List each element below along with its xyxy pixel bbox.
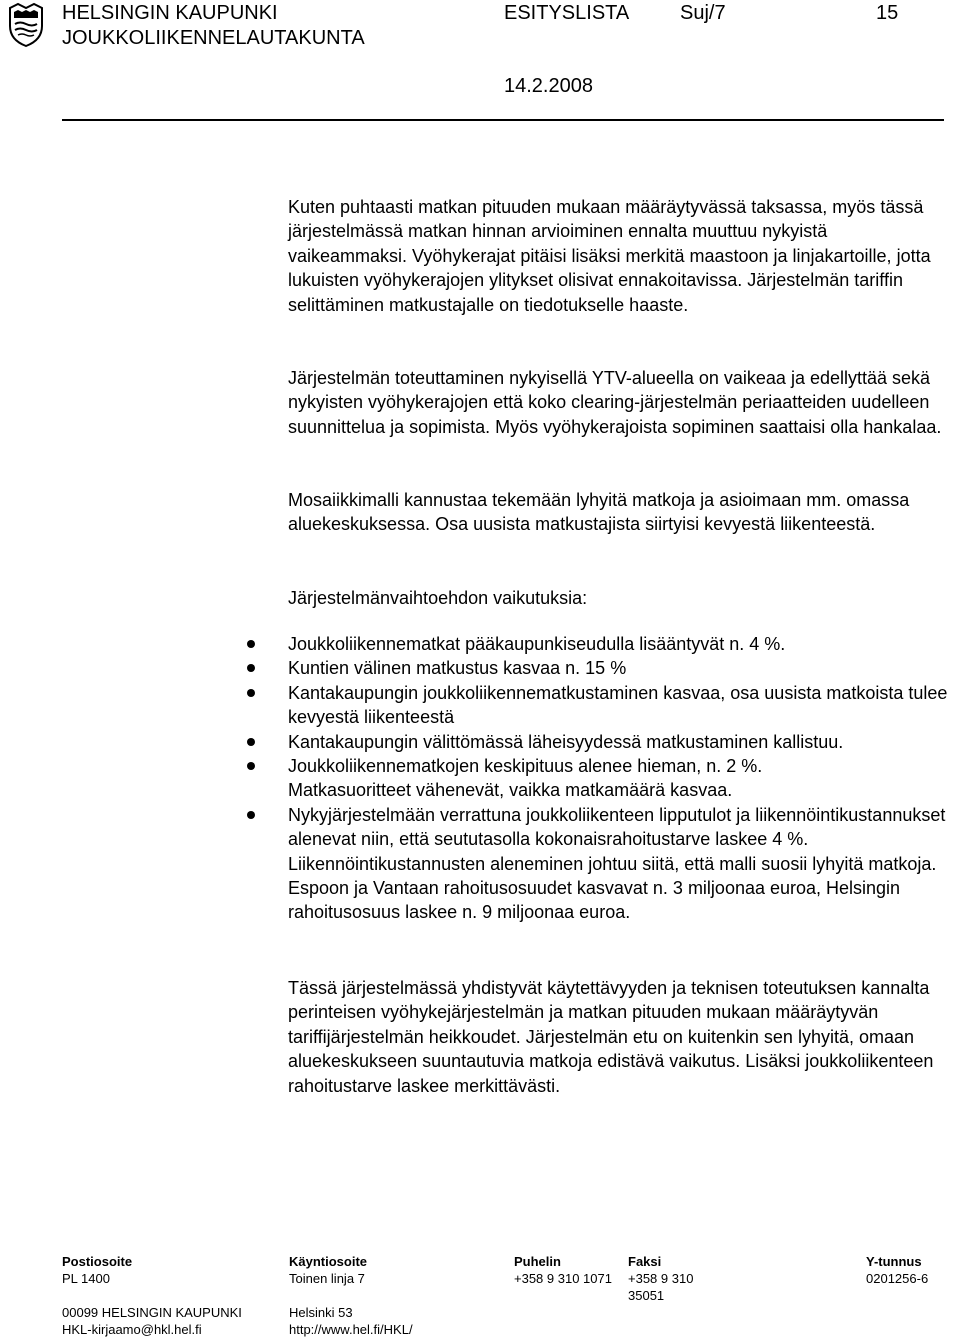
header-item: Suj/7 xyxy=(680,2,726,24)
paragraph-3: Mosaiikkimalli kannustaa tekemään lyhyitä matkoja ja asioimaan mm. omassa aluekeskuksessa. Osa uusista matkustajista siirtyisi kevyestä liikenteestä. xyxy=(288,490,910,535)
impacts-list xyxy=(244,632,954,925)
footer-url: http://www.hel.fi/HKL/ xyxy=(289,1322,413,1337)
header-date: 14.2.2008 xyxy=(504,75,593,97)
footer-email: HKL-kirjaamo@hkl.hel.fi xyxy=(62,1322,202,1337)
closing-paragraph: Tässä järjestelmässä yhdistyvät käytettävyyden ja teknisen toteutuksen kannalta perinteisen vyöhykejärjestelmän ja matkan pituuden mukaan määräytyvän tariffijärjestelmän heikkoudet. Järjestelmän etu on kuitenkin sen lyhyitä, omaan aluekeskukseen suuntautuvia matkoja edistävä vaikutus. Lisäksi joukkoliikenteen rahoitustarve laskee merkittävästi. xyxy=(288,978,934,1096)
bullet-icon xyxy=(247,689,255,697)
footer-postal-label: Postiosoite xyxy=(62,1254,133,1269)
footer-postal-city: 00099 HELSINGIN KAUPUNKI xyxy=(62,1305,242,1320)
bullet-icon xyxy=(247,738,255,746)
footer-ytunnus: 0201256-6 xyxy=(866,1271,929,1286)
list-item: Joukkoliikennematkojen keskipituus alenee hieman, n. 2 %. Matkasuoritteet vähenevät, vaikka matkamäärä kasvaa. xyxy=(244,754,954,803)
bullet-icon xyxy=(247,640,255,648)
footer-visit-city: Helsinki 53 xyxy=(289,1305,353,1320)
list-item: Kuntien välinen matkustus kasvaa n. 15 % xyxy=(244,656,954,680)
footer-postal-box: PL 1400 xyxy=(62,1271,110,1286)
bullet-icon xyxy=(247,811,255,819)
footer-fax-line-2: 35051 xyxy=(628,1288,665,1303)
footer-ytunnus-label: Y-tunnus xyxy=(866,1254,922,1269)
header-rule xyxy=(62,119,944,121)
impacts-heading: Järjestelmänvaihtoehdon vaikutuksia: xyxy=(288,588,588,608)
paragraph-2: Järjestelmän toteuttaminen nykyisellä YTV-alueella on vaikeaa ja edellyttää sekä nykyisten vyöhykerajojen että koko clearing-järjestelmän periaatteiden uudelleen suunnittelua ja sopimista. Myös vyöhykerajoista sopiminen saattaisi olla hankalaa. xyxy=(288,368,942,437)
header-board: JOUKKOLIIKENNELAUTAKUNTA xyxy=(62,27,365,49)
header-page-number: 15 xyxy=(876,2,899,24)
paragraph-1: Kuten puhtaasti matkan pituuden mukaan määräytyvässä taksassa, myös tässä järjestelmässä matkan hinnan arvioiminen ennalta muuttuu nykyistä vaikeammaksi. Vyöhykerajat pitäisi lisäksi merkitä maastoon ja linjakartoille, jotta lukuisten vyöhykerajojen ylitykset olisivat ennakoitavissa. Järjestelmän tariffin selittäminen matkustajalle on tiedotukselle haaste. xyxy=(288,197,931,315)
bullet-icon xyxy=(247,762,255,770)
header-doc-type: ESITYSLISTA xyxy=(504,2,630,24)
helsinki-crest-logo xyxy=(6,2,46,48)
list-item: Nykyjärjestelmään verrattuna joukkoliikenteen lipputulot ja liikennöintikustannukset alenevat niin, että seututasolla kokonaisrahoitustarve laskee 4 %. Liikennöintikustannusten aleneminen johtuu siitä, että malli suosii lyhyitä matkoja. Espoon ja Vantaan rahoitusosuudet kasvavat n. 3 miljoonaa euroa, Helsingin rahoitusosuus laskee n. 9 miljoonaa euroa. xyxy=(244,803,954,925)
list-item: Joukkoliikennematkat pääkaupunkiseudulla lisääntyvät n. 4 %. xyxy=(244,632,954,656)
footer-phone: +358 9 310 1071 xyxy=(514,1271,612,1286)
bullet-icon xyxy=(247,664,255,672)
footer-visit-label: Käyntiosoite xyxy=(289,1254,368,1269)
footer-fax-line-1: +358 9 310 xyxy=(628,1271,694,1286)
footer-fax-label: Faksi xyxy=(628,1254,662,1269)
list-item: Kantakaupungin joukkoliikennematkustaminen kasvaa, osa uusista matkoista tulee kevyestä liikenteestä xyxy=(244,681,954,730)
footer-visit-street: Toinen linja 7 xyxy=(289,1271,365,1286)
footer-phone-label: Puhelin xyxy=(514,1254,561,1269)
header-org: HELSINGIN KAUPUNKI xyxy=(62,2,278,24)
list-item: Kantakaupungin välittömässä läheisyydessä matkustaminen kallistuu. xyxy=(244,730,954,754)
